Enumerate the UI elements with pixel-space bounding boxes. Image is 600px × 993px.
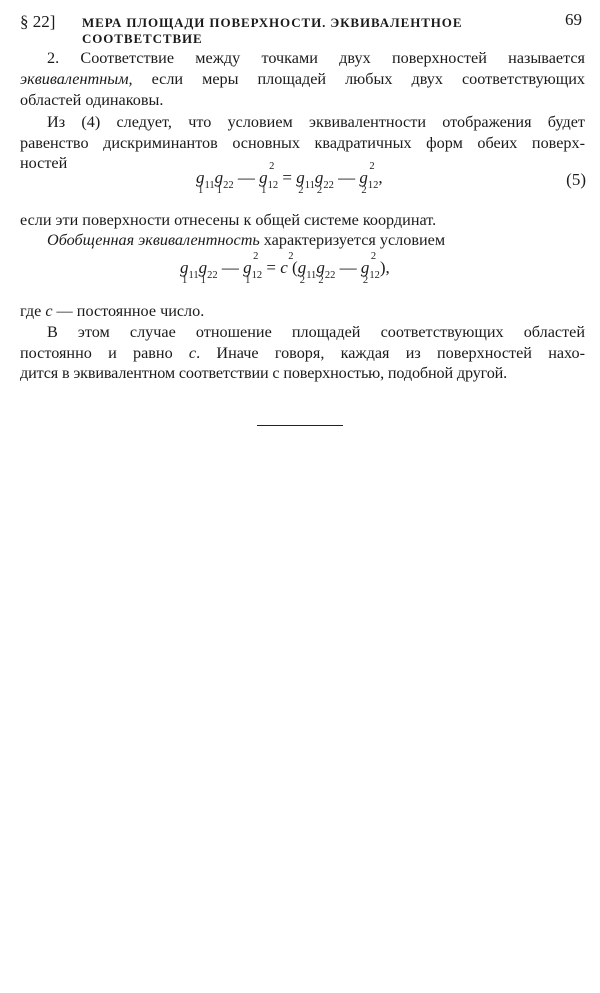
equals-sign: = — [266, 258, 276, 277]
equals-sign: = — [282, 168, 292, 187]
constant-c: c — [45, 302, 53, 320]
paragraph-5-prefix: где — [20, 302, 46, 320]
formula-5 — [196, 161, 383, 196]
g12-squared-surface-2: g 2 $_{12}$ 2 — [359, 161, 379, 196]
paragraph-5-line-1 — [20, 301, 585, 321]
paragraph-6-line-3: дится в эквивалентном соответствии с поверхностью, подобной другой. — [20, 364, 508, 382]
paragraph-3-line-1: если эти поверхности отнесены к общей системе координат. — [20, 211, 437, 229]
paragraph-1-line-2 — [20, 69, 585, 89]
paragraph-6-line-2 — [20, 343, 585, 363]
g22-surface-2: $g_{22}$ 2 — [316, 258, 336, 286]
paragraph-1-line-1: 2. Соответствие между точками двух поверхностей называется — [47, 49, 585, 67]
g11-surface-2: $g_{11}$ 2 — [297, 258, 317, 286]
g22-surface-1: $g_{22}$ 1 — [214, 168, 234, 196]
g22-surface-1: $g_{22}$ 1 — [198, 258, 218, 286]
formula-comma: , — [378, 168, 383, 187]
paragraph-2-line-3: ностей — [20, 154, 68, 172]
g11-surface-2: $g_{11}$ 2 — [296, 168, 315, 196]
g12-squared-surface-2: g 2 $_{12}$ 2 — [360, 251, 380, 286]
term-equivalent: эквивалентным, — [20, 70, 133, 88]
page-number: 69 — [565, 10, 582, 29]
paragraph-5-text: — постоянное число. — [52, 302, 205, 320]
close-paren: ), — [379, 258, 390, 277]
formula-generalized — [180, 251, 390, 286]
running-head — [20, 10, 582, 46]
minus-sign: — — [237, 168, 255, 187]
running-title: МЕРА ПЛОЩАДИ ПОВЕРХНОСТИ. ЭКВИВАЛЕНТНОЕ СООТВЕТСТВИЕ — [82, 15, 463, 46]
paragraph-6-line-1: В этом случае отношение площадей соответствующих областей — [47, 323, 585, 341]
minus-sign: — — [338, 168, 356, 187]
g22-surface-2: $g_{22}$ 2 — [314, 168, 334, 196]
paragraph-1-line-3: областей одинаковы. — [20, 91, 164, 109]
constant-c-squared: c 2 — [280, 251, 294, 277]
paragraph-6-text-b: . Иначе говоря, каждая из поверхностей нахо- — [196, 344, 586, 362]
constant-c: c — [188, 344, 197, 362]
minus-sign: — — [339, 258, 357, 277]
paragraph-6-text-a: постоянно и равно — [20, 344, 189, 362]
open-paren: ( — [292, 258, 298, 277]
paragraph-2-line-2: равенство дискриминантов основных квадратичных форм обеих поверх- — [20, 134, 585, 152]
section-end-rule — [257, 425, 343, 426]
section-number: § 22] — [20, 12, 56, 31]
g12-squared-surface-1: g 2 $_{12}$ 1 — [243, 251, 263, 286]
minus-sign: — — [221, 258, 239, 277]
equation-number: (5) — [566, 170, 586, 189]
term-generalized-equivalence: Обобщенная эквивалентность — [47, 231, 260, 249]
g11-surface-1: $g_{11}$ 1 — [180, 258, 199, 286]
paragraph-1-line-2-text: если меры площадей любых двух соответствующих — [132, 70, 585, 88]
g12-squared-surface-1: g 2 $_{12}$ 1 — [259, 161, 279, 196]
paragraph-2-line-1: Из (4) следует, что условием эквивалентности отображения будет — [47, 113, 585, 131]
paragraph-4-line-1 — [47, 230, 585, 250]
g11-surface-1: $g_{11}$ 1 — [196, 168, 215, 196]
paragraph-4-text: характеризуется условием — [259, 231, 446, 249]
